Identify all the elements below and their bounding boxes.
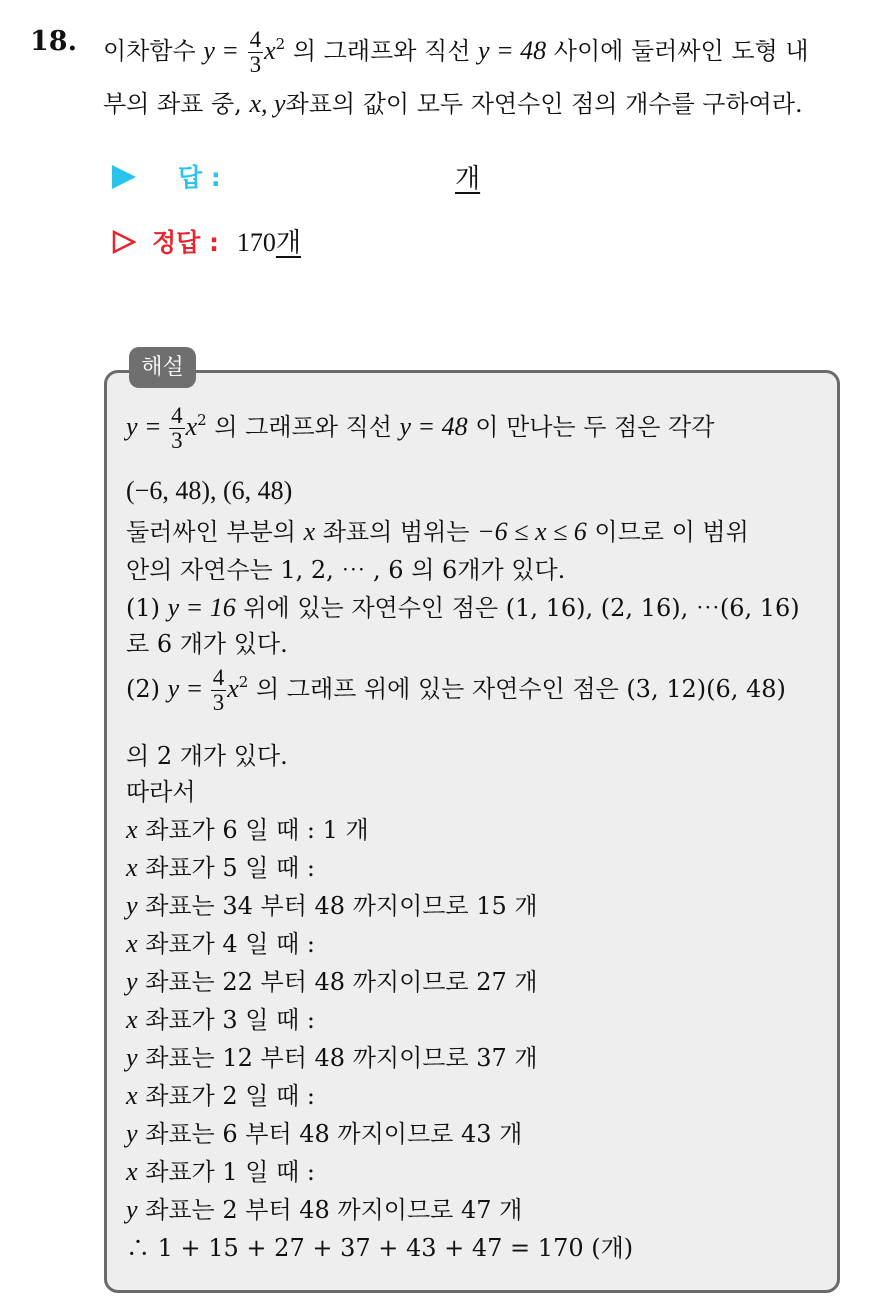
solution-line: [126, 666, 786, 715]
solution-text: 좌표가 5 일 때 :: [145, 854, 315, 882]
solution-line: (−6, 48), (6, 48): [126, 476, 293, 505]
x-variable: x: [303, 517, 316, 546]
outline-triangle-icon: [112, 230, 136, 254]
solution-line: [126, 848, 315, 883]
solution-text: 둘러싸인 부분의: [126, 518, 296, 546]
solution-text: 좌표가 2 일 때 :: [145, 1082, 315, 1110]
x-variable: x: [264, 36, 276, 66]
line-equation: y = 16: [167, 593, 236, 622]
solution-text: 좌표는 22 부터 48 까지이므로 27 개: [145, 968, 538, 996]
solution-line: [126, 1000, 315, 1035]
answer-row: [112, 158, 221, 194]
x-variable: x: [126, 1157, 138, 1186]
x-variable: x: [227, 674, 239, 704]
exponent: 2: [197, 411, 207, 430]
question-text: 이차함수: [103, 37, 196, 66]
fraction-denominator: 3: [249, 52, 262, 78]
solution-line: [126, 962, 538, 997]
question-line-2: [103, 84, 803, 119]
conclusion-line: ∴ 1 + 15 + 27 + 37 + 43 + 47 = 170 (개): [126, 1234, 634, 1262]
solution-line: [126, 886, 538, 921]
exponent: 2: [238, 673, 249, 692]
fraction: [211, 666, 227, 715]
x-variable: x: [126, 815, 138, 844]
solution-line: 따라서: [126, 778, 196, 806]
solution-line: 안의 자연수는 1, 2, ⋯ , 6 의 6개가 있다.: [126, 556, 566, 584]
solution-line: [126, 1114, 522, 1149]
equation-y: y =: [167, 674, 210, 704]
solution-line: [126, 1076, 315, 1111]
solution-text: (1): [126, 594, 160, 622]
fraction-denominator: 3: [212, 690, 225, 716]
y-variable: y: [126, 1119, 138, 1148]
correct-answer-label: 정답 :: [151, 228, 219, 257]
exponent: 2: [275, 35, 286, 54]
solution-line: [126, 924, 315, 959]
solution-line: 로 6 개가 있다.: [126, 630, 288, 658]
solution-text: 좌표는 6 부터 48 까지이므로 43 개: [145, 1120, 523, 1148]
xy-variables: x, y: [249, 89, 286, 118]
y-variable: y: [126, 1043, 138, 1072]
solution-text: 좌표가 1 일 때 :: [145, 1158, 315, 1186]
solution-text: 좌표는 12 부터 48 까지이므로 37 개: [145, 1044, 538, 1072]
solution-line: [126, 404, 714, 453]
solution-text: 의 그래프와 직선: [214, 413, 392, 442]
solution-line: 의 2 개가 있다.: [126, 742, 288, 770]
solution-text: 좌표가 3 일 때 :: [145, 1006, 315, 1034]
equation-y: y =: [203, 36, 239, 66]
solution-text: 의 그래프 위에 있는 자연수인 점은 (3, 12)(6, 48): [255, 675, 786, 704]
fraction-numerator: 4: [212, 665, 225, 690]
solution-tag: 해설: [129, 347, 196, 388]
solution-line: [126, 1190, 522, 1225]
question-number: 18.: [30, 26, 77, 57]
solution-text: 좌표가 6 일 때 : 1 개: [145, 816, 369, 844]
question-text: 의 그래프와 직선: [292, 37, 471, 66]
solution-text: 이 만나는 두 점은 각각: [475, 413, 715, 442]
y-variable: y: [126, 891, 138, 920]
question-text: 좌표의 값이 모두 자연수인 점의 개수를 구하여라.: [285, 90, 803, 118]
x-variable: x: [126, 1005, 138, 1034]
y-variable: y: [126, 1195, 138, 1224]
solution-line: [126, 810, 369, 845]
y-variable: y: [126, 967, 138, 996]
fraction-numerator: 4: [171, 403, 183, 428]
x-variable: x: [126, 853, 138, 882]
fraction: [248, 28, 264, 77]
x-variable: x: [126, 1081, 138, 1110]
solution-text: 위에 있는 자연수인 점은 (1, 16), (2, 16), ⋯(6, 16): [243, 594, 800, 622]
answer-blank-unit[interactable]: 개: [455, 164, 481, 194]
filled-triangle-icon: [112, 165, 136, 189]
fraction: [169, 404, 185, 453]
fraction-denominator: 3: [171, 428, 183, 454]
solution-line: [126, 512, 749, 547]
line-equation: y = 48: [399, 412, 468, 442]
line-equation: y = 48: [478, 36, 547, 66]
solution-text: 좌표가 4 일 때 :: [145, 930, 315, 958]
solution-line: [126, 1038, 538, 1073]
solution-line: [126, 1152, 315, 1187]
fraction-numerator: 4: [249, 27, 262, 52]
question-text: 부의 좌표 중,: [103, 90, 242, 118]
solution-text: 이므로 이 범위: [594, 518, 749, 546]
solution-line: [126, 588, 800, 623]
correct-answer-unit: 개: [275, 228, 302, 258]
equation-y: y =: [126, 412, 169, 442]
solution-text: 좌표의 범위는: [322, 518, 470, 546]
x-variable: x: [185, 412, 198, 442]
answer-label: 답 :: [177, 163, 221, 192]
solution-text: (2): [126, 675, 160, 704]
question-text: 사이에 둘러싸인 도형 내: [553, 37, 809, 66]
correct-answer-value: 170: [236, 228, 276, 257]
solution-text: 좌표는 34 부터 48 까지이므로 15 개: [145, 892, 538, 920]
solution-text: 좌표는 2 부터 48 까지이므로 47 개: [145, 1196, 523, 1224]
correct-answer-row: [112, 222, 301, 259]
x-variable: x: [126, 929, 138, 958]
question-line-1: [103, 28, 809, 77]
range-inequality: −6 ≤ x ≤ 6: [477, 517, 587, 546]
